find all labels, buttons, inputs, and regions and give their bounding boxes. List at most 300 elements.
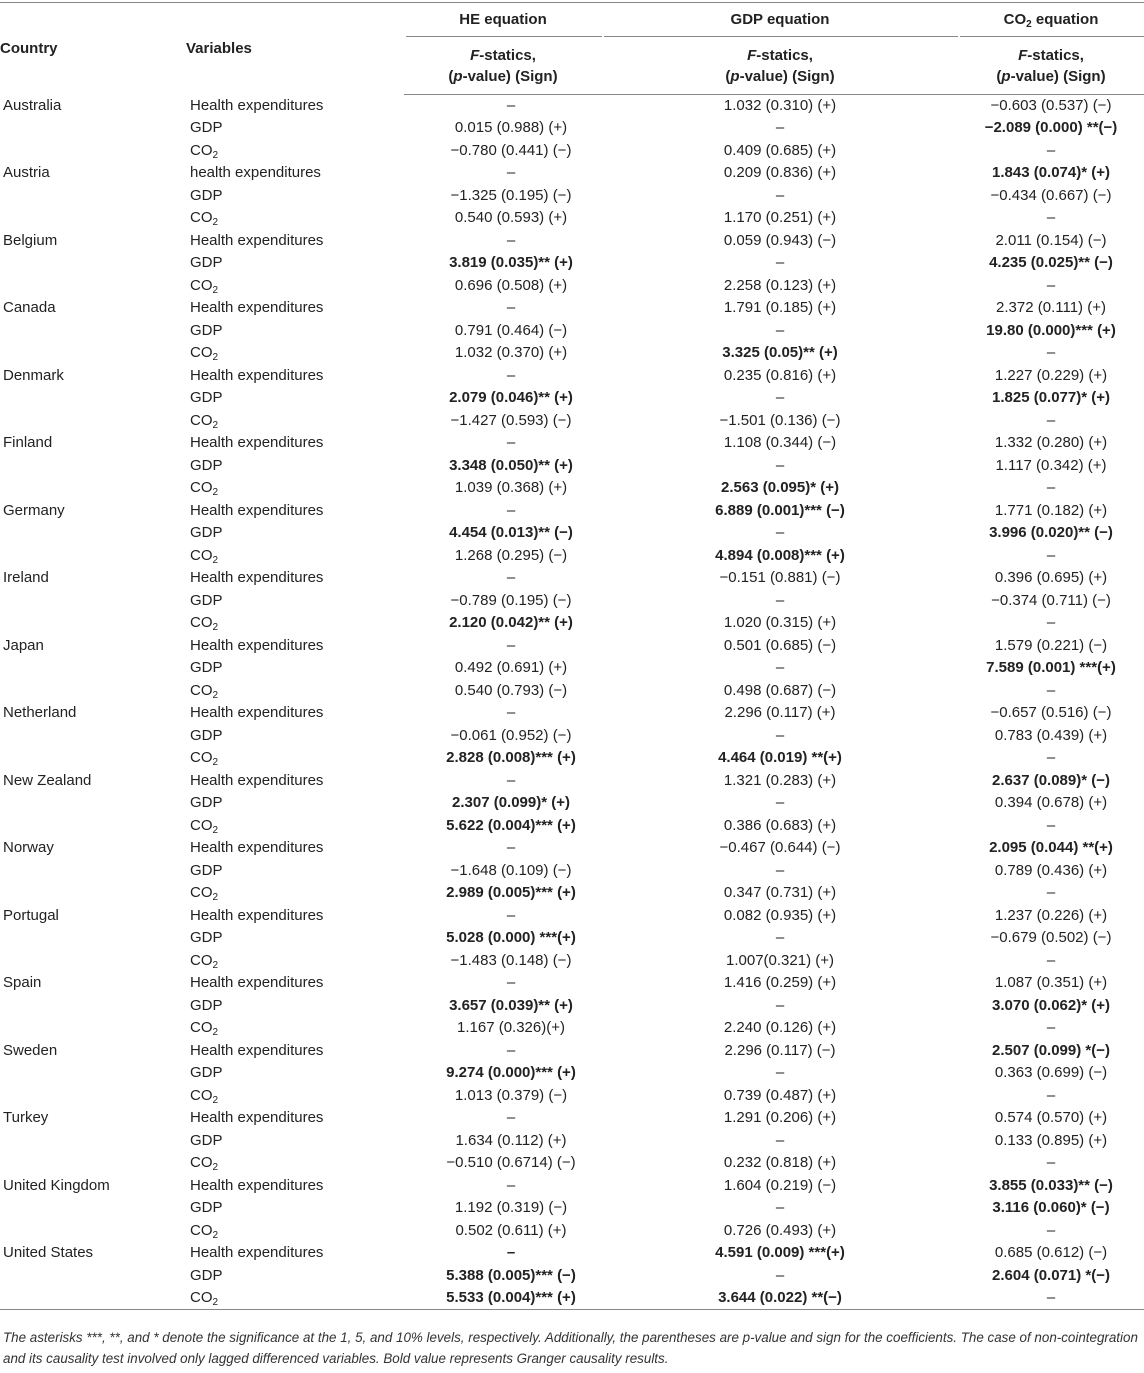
co2-equation-value: 3.070 (0.062)* (+) — [992, 996, 1110, 1014]
country-cell — [0, 1197, 186, 1220]
he-equation-value: 9.274 (0.000)*** (+) — [446, 1064, 576, 1082]
table-row — [0, 770, 1144, 793]
country-cell — [0, 1085, 186, 1108]
co2-equation-value: 1.579 (0.221) (−) — [994, 636, 1108, 654]
country-cell: Netherland — [3, 704, 77, 722]
gdp-equation-header: GDP equation — [602, 3, 958, 37]
variable-cell: Health expenditures — [190, 569, 324, 587]
he-fstat-subheader: F-statics, (p-value) (Sign) — [404, 36, 602, 95]
table-row — [0, 185, 1144, 208]
he-equation-value: – — [506, 974, 516, 992]
he-equation-value: – — [506, 366, 516, 384]
table-row — [0, 995, 1144, 1018]
he-equation-value: 1.167 (0.326)(+) — [457, 1019, 565, 1037]
variable-cell: Health expenditures — [190, 1041, 324, 1059]
variable-cell: $CO_2$ — [190, 141, 219, 161]
co2-equation-value: – — [1046, 344, 1056, 362]
gdp-equation-value: – — [775, 726, 785, 744]
he-equation-value: 2.307 (0.099)* (+) — [452, 794, 570, 812]
country-cell: Ireland — [3, 569, 49, 587]
table-row — [0, 950, 1144, 973]
variable-cell: GDP — [190, 186, 223, 204]
country-cell: Germany — [3, 501, 65, 519]
table-row — [0, 635, 1144, 658]
variable-cell: GDP — [190, 389, 223, 407]
he-equation-value: −0.061 (0.952) (−) — [450, 726, 572, 744]
he-equation-value: – — [506, 299, 516, 317]
country-cell — [0, 1062, 186, 1085]
gdp-equation-value: 0.409 (0.685) (+) — [723, 141, 837, 159]
gdp-equation-value: 0.498 (0.687) (−) — [723, 681, 837, 699]
gdp-equation-value: −0.467 (0.644) (−) — [719, 839, 841, 857]
variable-cell: Health expenditures — [190, 96, 324, 114]
table-row — [0, 1085, 1144, 1108]
variable-cell: GDP — [190, 1199, 223, 1217]
he-equation-header: HE equation — [404, 3, 602, 37]
co2-equation-value: 1.117 (0.342) (+) — [995, 456, 1107, 474]
co2-equation-value: 0.783 (0.439) (+) — [994, 726, 1108, 744]
he-equation-value: 0.502 (0.611) (+) — [455, 1221, 567, 1239]
co2-equation-value: – — [1046, 209, 1056, 227]
co2-equation-value: 0.363 (0.699) (−) — [994, 1064, 1108, 1082]
variable-cell: $CO_2$ — [190, 1221, 219, 1241]
country-cell — [0, 815, 186, 838]
co2-equation-value: – — [1046, 411, 1056, 429]
gdp-equation-value: – — [775, 1064, 785, 1082]
gdp-equation-value: 0.059 (0.943) (−) — [723, 231, 837, 249]
gdp-equation-value: 0.739 (0.487) (+) — [723, 1086, 837, 1104]
he-equation-value: −0.780 (0.441) (−) — [450, 141, 572, 159]
gdp-equation-value: 3.325 (0.05)** (+) — [722, 344, 838, 362]
country-cell — [0, 950, 186, 973]
co2-equation-value: – — [1046, 141, 1056, 159]
gdp-equation-value: 0.501 (0.685) (−) — [723, 636, 837, 654]
country-cell — [0, 342, 186, 365]
country-cell — [0, 882, 186, 905]
he-equation-value: 3.819 (0.035)** (+) — [449, 254, 573, 272]
co2-equation-value: 1.237 (0.226) (+) — [994, 906, 1108, 924]
variable-cell: Health expenditures — [190, 771, 324, 789]
gdp-equation-value: 2.296 (0.117) (−) — [724, 1041, 836, 1059]
table-row — [0, 500, 1144, 523]
he-equation-value: −1.427 (0.593) (−) — [450, 411, 572, 429]
variable-cell: $CO_2$ — [190, 816, 219, 836]
variable-cell: Health expenditures — [190, 1109, 324, 1127]
variable-cell: GDP — [190, 929, 223, 947]
he-equation-value: 1.039 (0.368) (+) — [454, 479, 568, 497]
variable-cell: GDP — [190, 524, 223, 542]
co2-equation-header: $CO_2$ equation — [958, 3, 1144, 37]
gdp-equation-value: – — [775, 659, 785, 677]
country-cell: United Kingdom — [3, 1176, 110, 1194]
he-equation-value: – — [506, 1041, 516, 1059]
he-equation-value: −0.789 (0.195) (−) — [450, 591, 572, 609]
variable-cell: GDP — [190, 456, 223, 474]
variable-cell: Health expenditures — [190, 1244, 324, 1262]
table-row — [0, 320, 1144, 343]
country-cell — [0, 590, 186, 613]
variable-cell: GDP — [190, 726, 223, 744]
table-row — [0, 410, 1144, 433]
table-row — [0, 1265, 1144, 1288]
gdp-equation-value: – — [775, 1131, 785, 1149]
country-cell — [0, 747, 186, 770]
co2-equation-value: – — [1046, 1019, 1056, 1037]
country-cell — [0, 792, 186, 815]
he-equation-value: 1.268 (0.295) (−) — [454, 546, 568, 564]
country-cell — [0, 320, 186, 343]
table-row — [0, 567, 1144, 590]
co2-equation-value: 0.685 (0.612) (−) — [994, 1244, 1108, 1262]
granger-causality-table — [0, 2, 1144, 1310]
table-row — [0, 432, 1144, 455]
co2-equation-value: 3.116 (0.060)* (−) — [992, 1199, 1110, 1217]
table-row — [0, 1062, 1144, 1085]
country-cell — [0, 140, 186, 163]
table-body — [0, 95, 1144, 1310]
he-equation-value: 5.028 (0.000) ***(+) — [446, 929, 576, 947]
he-equation-value: 0.492 (0.691) (+) — [454, 659, 568, 677]
table-row — [0, 1017, 1144, 1040]
co2-equation-value: 2.637 (0.089)* (−) — [992, 771, 1110, 789]
gdp-equation-value: – — [775, 254, 785, 272]
gdp-equation-value: 0.726 (0.493) (+) — [723, 1221, 837, 1239]
gdp-equation-value: 6.889 (0.001)*** (−) — [715, 501, 845, 519]
country-cell: Denmark — [3, 366, 64, 384]
country-cell: Australia — [3, 96, 62, 114]
table-row — [0, 1242, 1144, 1265]
gdp-equation-value: 0.235 (0.816) (+) — [723, 366, 837, 384]
gdp-equation-value: 4.894 (0.008)*** (+) — [715, 546, 845, 564]
gdp-equation-value: 1.007(0.321) (+) — [726, 951, 834, 969]
gdp-equation-value: 0.232 (0.818) (+) — [723, 1154, 837, 1172]
country-cell — [0, 612, 186, 635]
gdp-equation-value: 1.416 (0.259) (+) — [723, 974, 837, 992]
table-footnote: The asterisks ***, **, and * denote the significance at the 1, 5, and 10% levels, respectively. Additionally, the parentheses are p-value and sign for the coefficients. The case of non-cointegration and its causality test involved only lagged differenced variables. Bold value represents Granger causality results. — [3, 1330, 1138, 1366]
he-equation-value: – — [506, 231, 516, 249]
country-cell — [0, 860, 186, 883]
variable-cell: $CO_2$ — [190, 344, 219, 364]
he-equation-value: 0.791 (0.464) (−) — [454, 321, 568, 339]
co2-equation-value: 19.80 (0.000)*** (+) — [986, 321, 1116, 339]
he-equation-value: 3.657 (0.039)** (+) — [449, 996, 573, 1014]
country-cell — [0, 725, 186, 748]
country-cell — [0, 117, 186, 140]
table-header — [0, 3, 1144, 95]
country-cell — [0, 927, 186, 950]
country-cell — [0, 657, 186, 680]
country-cell: Portugal — [3, 906, 59, 924]
he-equation-value: – — [506, 1244, 516, 1262]
country-cell — [0, 1287, 186, 1310]
country-cell: Japan — [3, 636, 44, 654]
gdp-equation-value: – — [775, 996, 785, 1014]
co2-equation-value: 4.235 (0.025)** (−) — [989, 254, 1113, 272]
country-cell: Belgium — [3, 231, 58, 249]
variable-cell: $CO_2$ — [190, 411, 219, 431]
he-equation-value: 1.634 (0.112) (+) — [455, 1131, 567, 1149]
variable-cell: GDP — [190, 591, 223, 609]
gdp-equation-value: 2.240 (0.126) (+) — [723, 1019, 837, 1037]
co2-equation-value: 2.095 (0.044) **(+) — [989, 839, 1113, 857]
gdp-equation-value: 0.082 (0.935) (+) — [723, 906, 837, 924]
table-row — [0, 1152, 1144, 1175]
he-equation-value: – — [506, 97, 516, 114]
variable-cell: GDP — [190, 659, 223, 677]
he-equation-value: 5.388 (0.005)*** (−) — [446, 1266, 576, 1284]
he-equation-value: −0.510 (0.6714) (−) — [446, 1154, 576, 1172]
variable-cell: $CO_2$ — [190, 749, 219, 769]
country-cell — [0, 545, 186, 568]
variable-cell: $CO_2$ — [190, 1154, 219, 1174]
co2-equation-value: – — [1046, 614, 1056, 632]
country-cell: Norway — [3, 839, 54, 857]
he-equation-value: – — [506, 569, 516, 587]
variable-cell: $CO_2$ — [190, 276, 219, 296]
gdp-equation-value: 3.644 (0.022) **(−) — [602, 1287, 958, 1310]
co2-equation-value: −0.374 (0.711) (−) — [991, 591, 1111, 609]
variable-cell: $CO_2$ — [190, 209, 219, 229]
table-row — [0, 792, 1144, 815]
country-cell: Turkey — [3, 1109, 49, 1127]
he-equation-value: 0.015 (0.988) (+) — [454, 119, 568, 137]
variable-cell: Health expenditures — [190, 839, 324, 857]
co2-equation-value: 1.332 (0.280) (+) — [994, 434, 1108, 452]
variable-cell: Health expenditures — [190, 974, 324, 992]
table-row — [0, 725, 1144, 748]
he-equation-value: – — [506, 501, 516, 519]
table-row — [0, 1287, 1144, 1310]
country-cell — [0, 477, 186, 500]
co2-equation-value: 1.843 (0.074)* (+) — [992, 164, 1110, 182]
variables-column-header: Variables — [186, 3, 404, 95]
he-equation-value: – — [506, 704, 516, 722]
country-cell — [0, 455, 186, 478]
co2-equation-value: – — [1046, 749, 1056, 767]
he-equation-value: – — [506, 434, 516, 452]
co2-equation-value: 1.825 (0.077)* (+) — [992, 389, 1110, 407]
table-row — [0, 230, 1144, 253]
co2-equation-value: 1.227 (0.229) (+) — [994, 366, 1108, 384]
co2-equation-value: – — [1046, 884, 1056, 902]
he-equation-value: – — [506, 1176, 516, 1194]
table-row — [0, 387, 1144, 410]
variable-cell: GDP — [190, 1131, 223, 1149]
co2-equation-value: −0.434 (0.667) (−) — [990, 186, 1112, 204]
gdp-equation-value: – — [775, 794, 785, 812]
variable-cell: Health expenditures — [190, 366, 324, 384]
gdp-equation-value: 0.347 (0.731) (+) — [723, 884, 837, 902]
gdp-equation-value: 2.563 (0.095)* (+) — [721, 479, 839, 497]
table-row — [0, 95, 1144, 118]
variable-cell: GDP — [190, 861, 223, 879]
he-equation-value: – — [506, 164, 516, 182]
table-row — [0, 860, 1144, 883]
table-row — [0, 927, 1144, 950]
he-equation-value: – — [506, 636, 516, 654]
co2-equation-value: – — [1046, 546, 1056, 564]
co2-equation-value: 0.394 (0.678) (+) — [994, 794, 1108, 812]
co2-equation-value: – — [1046, 951, 1056, 969]
country-cell: Austria — [3, 164, 50, 182]
gdp-fstat-subheader: F-statics, (p-value) (Sign) — [602, 36, 958, 95]
he-equation-value: 2.079 (0.046)** (+) — [449, 389, 573, 407]
country-cell — [0, 995, 186, 1018]
he-equation-value: 5.622 (0.004)*** (+) — [446, 816, 576, 834]
he-equation-value: 5.533 (0.004)*** (+) — [404, 1287, 602, 1310]
he-equation-value: 1.013 (0.379) (−) — [454, 1086, 568, 1104]
co2-equation-value: 3.996 (0.020)** (−) — [989, 524, 1113, 542]
country-cell — [0, 1017, 186, 1040]
co2-equation-value: – — [1046, 276, 1056, 294]
country-cell: Spain — [3, 974, 42, 992]
country-cell: United States — [3, 1244, 94, 1262]
variable-cell: Health expenditures — [190, 1176, 324, 1194]
co2-fstat-subheader: F-statics, (p-value) (Sign) — [958, 36, 1144, 95]
table-row — [0, 140, 1144, 163]
gdp-equation-value: 2.296 (0.117) (+) — [724, 704, 836, 722]
co2-equation-value: 1.087 (0.351) (+) — [994, 974, 1108, 992]
variable-cell: $CO_2$ — [186, 1287, 404, 1310]
he-equation-value: – — [506, 906, 516, 924]
table-row — [0, 882, 1144, 905]
country-cell — [0, 522, 186, 545]
table-row — [0, 365, 1144, 388]
country-cell — [0, 1220, 186, 1243]
he-equation-value: 1.192 (0.319) (−) — [454, 1199, 568, 1217]
co2-equation-value: – — [958, 1287, 1144, 1310]
he-equation-value: −1.648 (0.109) (−) — [450, 861, 572, 879]
gdp-equation-value: – — [775, 389, 785, 407]
table-row — [0, 252, 1144, 275]
gdp-equation-value: – — [775, 119, 785, 137]
co2-equation-value: – — [1046, 681, 1056, 699]
table-row — [0, 972, 1144, 995]
country-cell — [0, 185, 186, 208]
variable-cell: Health expenditures — [190, 906, 324, 924]
co2-equation-value: 0.574 (0.570) (+) — [994, 1109, 1108, 1127]
country-cell — [0, 387, 186, 410]
table-row — [0, 1130, 1144, 1153]
table-row — [0, 837, 1144, 860]
co2-equation-value: −0.679 (0.502) (−) — [990, 929, 1112, 947]
table-row — [0, 680, 1144, 703]
table-row — [0, 905, 1144, 928]
gdp-equation-value: – — [775, 1266, 785, 1284]
co2-equation-value: – — [1046, 816, 1056, 834]
variable-cell: GDP — [190, 794, 223, 812]
gdp-equation-value: 4.464 (0.019) **(+) — [718, 749, 842, 767]
co2-equation-value: 2.372 (0.111) (+) — [996, 299, 1106, 317]
variable-cell: Health expenditures — [190, 299, 324, 317]
country-cell: Finland — [3, 434, 53, 452]
he-equation-value: 1.032 (0.370) (+) — [454, 344, 568, 362]
co2-equation-value: – — [1046, 1086, 1056, 1104]
country-cell: New Zealand — [3, 771, 92, 789]
he-equation-value: 2.828 (0.008)*** (+) — [446, 749, 576, 767]
variable-cell: $CO_2$ — [190, 1086, 219, 1106]
table-row — [0, 522, 1144, 545]
gdp-equation-value: 1.321 (0.283) (+) — [723, 771, 837, 789]
co2-equation-value: 2.507 (0.099) *(−) — [992, 1041, 1110, 1059]
co2-equation-value: −2.089 (0.000) **(−) — [984, 119, 1118, 137]
country-cell — [0, 252, 186, 275]
variable-cell: GDP — [190, 321, 223, 339]
gdp-equation-value: – — [775, 1199, 785, 1217]
gdp-equation-value: – — [775, 186, 785, 204]
co2-equation-value: 3.855 (0.033)** (−) — [989, 1176, 1113, 1194]
co2-equation-value: 0.396 (0.695) (+) — [994, 569, 1108, 587]
table-row — [0, 342, 1144, 365]
table-row — [0, 545, 1144, 568]
variable-cell: $CO_2$ — [190, 1019, 219, 1039]
table-row — [0, 275, 1144, 298]
table-row — [0, 117, 1144, 140]
gdp-equation-value: 1.020 (0.315) (+) — [723, 614, 837, 632]
gdp-equation-value: 1.291 (0.206) (+) — [723, 1109, 837, 1127]
he-equation-value: – — [506, 1109, 516, 1127]
he-equation-value: 4.454 (0.013)** (−) — [449, 524, 573, 542]
variable-cell: Health expenditures — [190, 231, 324, 249]
table-row — [0, 162, 1144, 185]
gdp-equation-value: 1.032 (0.310) (+) — [723, 97, 837, 114]
gdp-equation-value: 2.258 (0.123) (+) — [723, 276, 837, 294]
co2-equation-value: 2.011 (0.154) (−) — [995, 231, 1107, 249]
variable-cell: GDP — [190, 1064, 223, 1082]
gdp-equation-value: 1.108 (0.344) (−) — [723, 434, 837, 452]
table-row — [0, 455, 1144, 478]
table-row — [0, 207, 1144, 230]
gdp-equation-value: 0.386 (0.683) (+) — [723, 816, 837, 834]
variable-cell: Health expenditures — [190, 704, 324, 722]
variable-cell: $CO_2$ — [190, 951, 219, 971]
variable-cell: GDP — [190, 996, 223, 1014]
gdp-equation-value: – — [775, 591, 785, 609]
variable-cell: Health expenditures — [190, 501, 324, 519]
he-equation-value: 2.120 (0.042)** (+) — [449, 614, 573, 632]
gdp-equation-value: – — [775, 321, 785, 339]
gdp-equation-value: – — [775, 861, 785, 879]
country-cell — [0, 410, 186, 433]
table-row — [0, 612, 1144, 635]
table-row — [0, 1197, 1144, 1220]
country-cell — [0, 1130, 186, 1153]
table-row — [0, 1107, 1144, 1130]
gdp-equation-value: – — [775, 524, 785, 542]
country-cell: Sweden — [3, 1041, 58, 1059]
table-row — [0, 747, 1144, 770]
he-equation-value: – — [506, 771, 516, 789]
co2-equation-value: −0.603 (0.537) (−) — [990, 97, 1112, 114]
he-equation-value: 2.989 (0.005)*** (+) — [446, 884, 576, 902]
gdp-equation-value: 1.604 (0.219) (−) — [723, 1176, 837, 1194]
he-equation-value: 3.348 (0.050)** (+) — [449, 456, 573, 474]
variable-cell: $CO_2$ — [190, 681, 219, 701]
co2-equation-value: 0.133 (0.895) (+) — [994, 1131, 1108, 1149]
co2-equation-value: – — [1046, 1154, 1056, 1172]
country-cell — [0, 1152, 186, 1175]
gdp-equation-value: −0.151 (0.881) (−) — [719, 569, 841, 587]
country-cell — [0, 275, 186, 298]
he-equation-value: −1.325 (0.195) (−) — [450, 186, 572, 204]
country-column-header: Country — [0, 3, 186, 95]
co2-equation-value: 7.589 (0.001) ***(+) — [986, 659, 1116, 677]
gdp-equation-value: – — [775, 929, 785, 947]
country-cell — [0, 1265, 186, 1288]
co2-equation-value: – — [1046, 1221, 1056, 1239]
co2-equation-value: 1.771 (0.182) (+) — [994, 501, 1108, 519]
co2-equation-value: −0.657 (0.516) (−) — [990, 704, 1112, 722]
